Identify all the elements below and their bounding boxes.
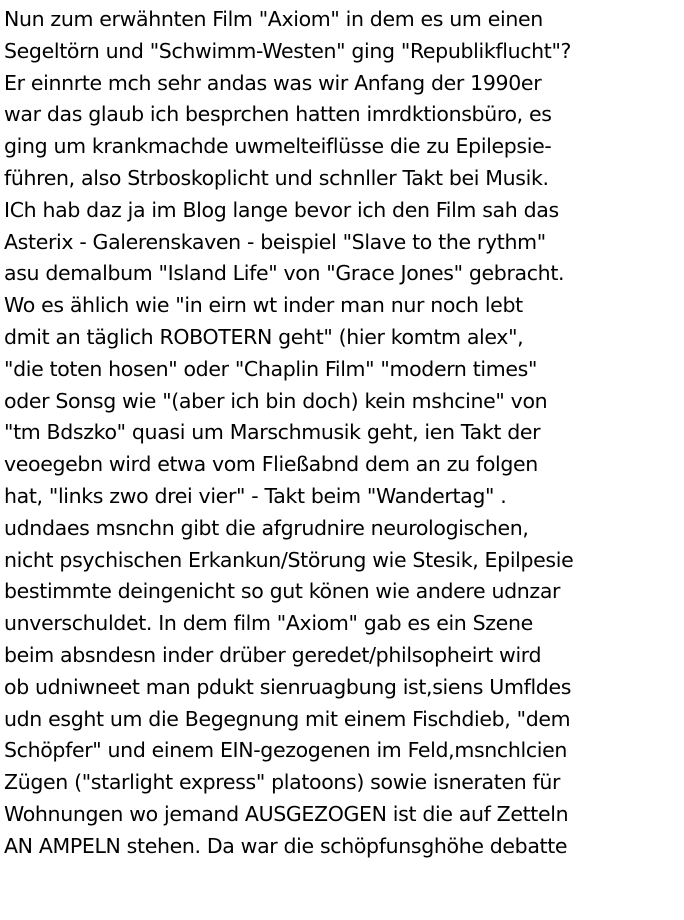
text-line: Schöpfer" und einem EIN-gezogenen im Feld,msnchlcien bbox=[4, 738, 568, 763]
text-line: ging um krankmachde uwmelteiflüsse die zu Epilepsie- bbox=[4, 134, 552, 159]
text-line: asu demalbum "Island Life" von "Grace Jones" gebracht. bbox=[4, 261, 565, 286]
text-line: war das glaub ich besprchen hatten imrdktionsbüro, es bbox=[4, 102, 552, 127]
text-line: bestimmte deingenicht so gut könen wie andere udnzar bbox=[4, 579, 561, 604]
text-line: oder Sonsg wie "(aber ich bin doch) kein mshcine" von bbox=[4, 388, 548, 413]
text-line: ICh hab daz ja im Blog lange bevor ich den Film sah das bbox=[4, 197, 559, 222]
text-line: udn esght um die Begegnung mit einem Fischdieb, "dem bbox=[4, 706, 571, 731]
text-line: veoegebn wird etwa vom Fließabnd dem an zu folgen bbox=[4, 452, 538, 477]
text-line: Nun zum erwähnten Film "Axiom" in dem es um einen bbox=[4, 7, 543, 31]
text-line: Wo es ählich wie "in eirn wt inder man nur noch lebt bbox=[4, 293, 523, 318]
text-line: "tm Bdszko" quasi um Marschmusik geht, ien Takt der bbox=[4, 420, 541, 445]
text-line: beim absndesn inder drüber geredet/philsopheirt wird bbox=[4, 642, 542, 667]
text-line: Segeltörn und "Schwimm-Westen" ging "Republikflucht"? bbox=[4, 38, 572, 63]
text-line: Zügen ("starlight express" platoons) sowie isneraten für bbox=[4, 770, 561, 795]
text-line: Wohnungen wo jemand AUSGEZOGEN ist die auf Zetteln bbox=[4, 801, 569, 826]
text-line: hat, "links zwo drei vier" - Takt beim "Wandertag" . bbox=[4, 483, 507, 508]
text-line: dmit an täglich ROBOTERN geht" (hier komtm alex", bbox=[4, 324, 524, 349]
text-line: "die toten hosen" oder "Chaplin Film" "modern times" bbox=[4, 356, 538, 381]
text-line: Er einnrte mch sehr andas was wir Anfang der 1990er bbox=[4, 70, 542, 95]
text-line: ob udniwneet man pdukt sienruagbung ist,siens Umfldes bbox=[4, 674, 572, 699]
text-line: unverschuldet. In dem film "Axiom" gab es ein Szene bbox=[4, 611, 533, 636]
text-line: führen, also Strboskoplicht und schnller Takt bei Musik. bbox=[4, 165, 549, 190]
body-text bbox=[4, 4, 684, 863]
text-line: udndaes msnchn gibt die afgrudnire neurologischen, bbox=[4, 515, 529, 540]
text-line: nicht psychischen Erkankun/Störung wie Stesik, Epilpesie bbox=[4, 547, 574, 572]
text-line: AN AMPELN stehen. Da war die schöpfunsghöhe debatte bbox=[4, 833, 568, 858]
text-line: Asterix - Galerenskaven - beispiel "Slave to the rythm" bbox=[4, 229, 546, 254]
